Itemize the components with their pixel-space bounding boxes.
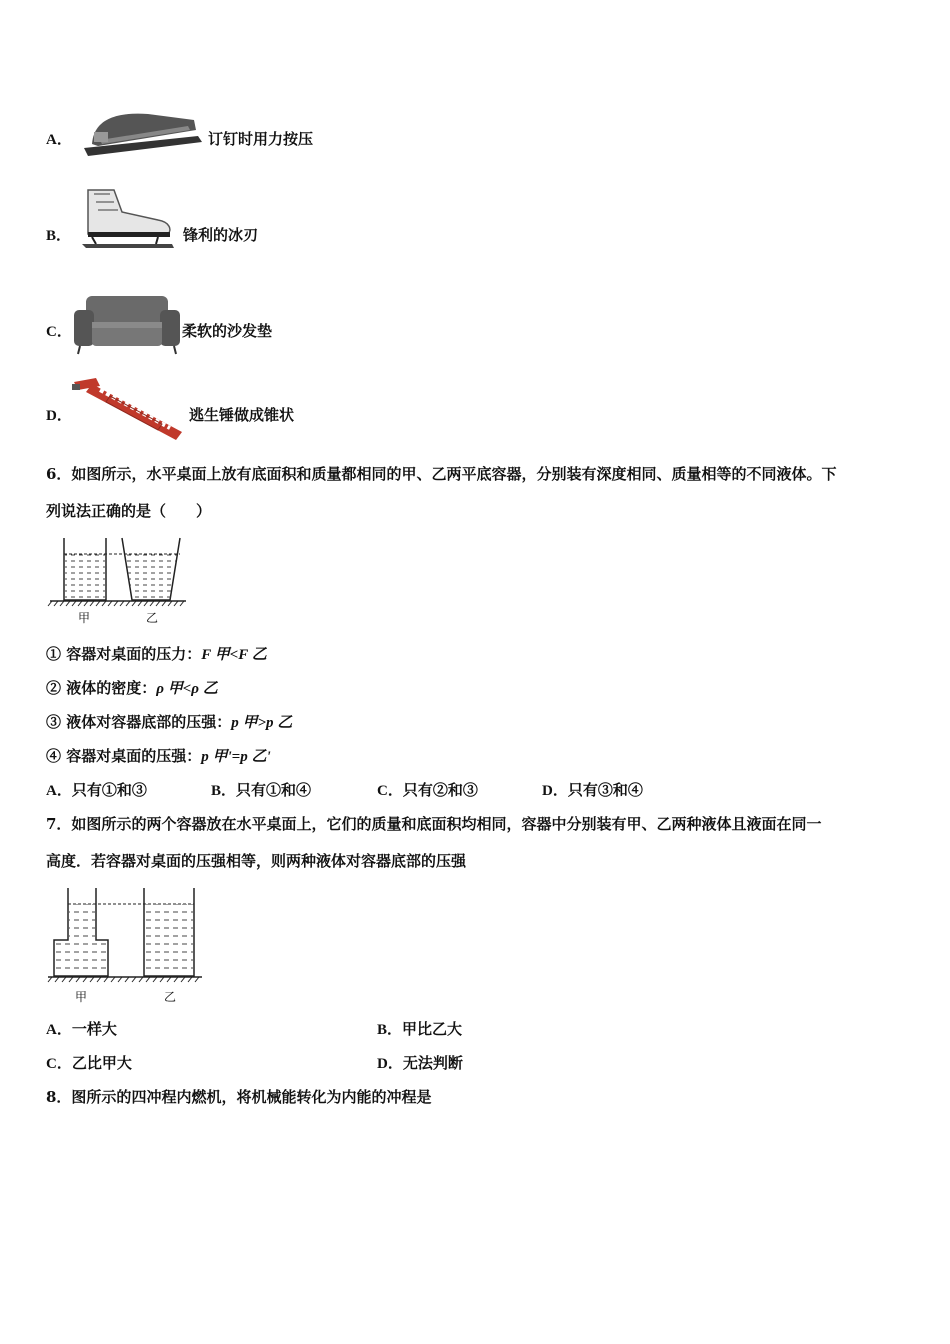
q6-figure bbox=[46, 534, 190, 626]
q6-statement-3-formula: p 甲>p 乙 bbox=[231, 715, 293, 731]
q5-option-d-letter: D． bbox=[46, 408, 72, 424]
q5-option-a-letter: A． bbox=[46, 132, 72, 148]
q6-option-b-text: 只有①和④ bbox=[236, 781, 312, 799]
q6-statement-1-prefix: ① 容器对桌面的压力： bbox=[46, 645, 202, 663]
q6-option-b-letter: B． bbox=[211, 783, 237, 799]
q5-option-a-text: 订钉时用力按压 bbox=[208, 130, 314, 148]
stapler-icon bbox=[78, 108, 206, 160]
q7-option-a-letter: A． bbox=[46, 1022, 72, 1038]
q5-option-b-letter: B． bbox=[46, 228, 72, 244]
escape-hammer-icon bbox=[70, 374, 188, 442]
q6-statement-3 bbox=[46, 711, 292, 732]
q6-fig-label-jia: 甲 bbox=[78, 611, 91, 625]
q6-option-d-text: 只有③和④ bbox=[567, 781, 643, 799]
q6-option-d bbox=[542, 779, 643, 800]
sofa-icon bbox=[72, 292, 182, 358]
q6-stem-line2: 列说法正确的是（ ） bbox=[46, 502, 212, 520]
q6-statement-4 bbox=[46, 745, 271, 766]
q6-fig-label-yi: 乙 bbox=[146, 611, 159, 625]
q6-statement-4-formula: p 甲'=p 乙' bbox=[201, 749, 271, 765]
q7-figure bbox=[46, 884, 206, 1006]
q6-statement-1-formula: F 甲<F 乙 bbox=[201, 647, 267, 663]
q6-statement-1 bbox=[46, 643, 267, 664]
q7-option-d-letter: D． bbox=[377, 1056, 403, 1072]
q6-option-a-text: 只有①和③ bbox=[71, 781, 147, 799]
q6-option-d-letter: D． bbox=[542, 783, 568, 799]
q6-option-c-text: 只有②和③ bbox=[402, 781, 478, 799]
q6-option-c bbox=[377, 779, 478, 800]
q6-statement-2-prefix: ② 液体的密度： bbox=[46, 679, 157, 697]
q7-stem-line2: 高度．若容器对桌面的压强相等，则两种液体对容器底部的压强 bbox=[46, 852, 467, 870]
q6-statement-2-formula: ρ 甲<ρ 乙 bbox=[156, 681, 218, 697]
q7-option-d bbox=[377, 1052, 463, 1073]
q7-option-b-text: 甲比乙大 bbox=[402, 1020, 463, 1038]
q7-stem-line1: 7．如图所示的两个容器放在水平桌面上，它们的质量和底面积均相同，容器中分别装有甲、乙两种液体且液面在同一 bbox=[46, 815, 822, 833]
q7-fig-label-jia: 甲 bbox=[75, 990, 88, 1004]
q5-option-b-text: 锋利的冰刃 bbox=[183, 226, 259, 244]
q7-option-c-text: 乙比甲大 bbox=[71, 1054, 132, 1072]
q5-option-c-letter: C． bbox=[46, 324, 72, 340]
q5-option-d-text: 逃生锤做成锥状 bbox=[189, 406, 295, 424]
q6-statement-3-prefix: ③ 液体对容器底部的压强： bbox=[46, 713, 232, 731]
q6-statement-4-prefix: ④ 容器对桌面的压强： bbox=[46, 747, 202, 765]
q6-stem-line1: 6．如图所示，水平桌面上放有底面积和质量都相同的甲、乙两平底容器，分别装有深度相同、质量相等的不同液体。下 bbox=[46, 465, 837, 483]
q7-option-d-text: 无法判断 bbox=[402, 1054, 463, 1072]
q6-statement-2 bbox=[46, 677, 218, 698]
q5-option-c-text: 柔软的沙发垫 bbox=[182, 322, 273, 340]
q7-option-b bbox=[377, 1018, 462, 1039]
q7-option-a-text: 一样大 bbox=[71, 1020, 117, 1038]
q6-option-c-letter: C． bbox=[377, 783, 403, 799]
ice-skate-icon bbox=[78, 186, 178, 252]
q7-option-b-letter: B． bbox=[377, 1022, 403, 1038]
q7-option-c-letter: C． bbox=[46, 1056, 72, 1072]
q6-option-b bbox=[211, 779, 311, 800]
q7-option-c bbox=[46, 1052, 132, 1073]
q8-stem: 8．图所示的四冲程内燃机，将机械能转化为内能的冲程是 bbox=[46, 1088, 432, 1106]
q6-option-a-letter: A． bbox=[46, 783, 72, 799]
q7-fig-label-yi: 乙 bbox=[164, 990, 177, 1004]
q6-option-a bbox=[46, 779, 147, 800]
q7-option-a bbox=[46, 1018, 117, 1039]
